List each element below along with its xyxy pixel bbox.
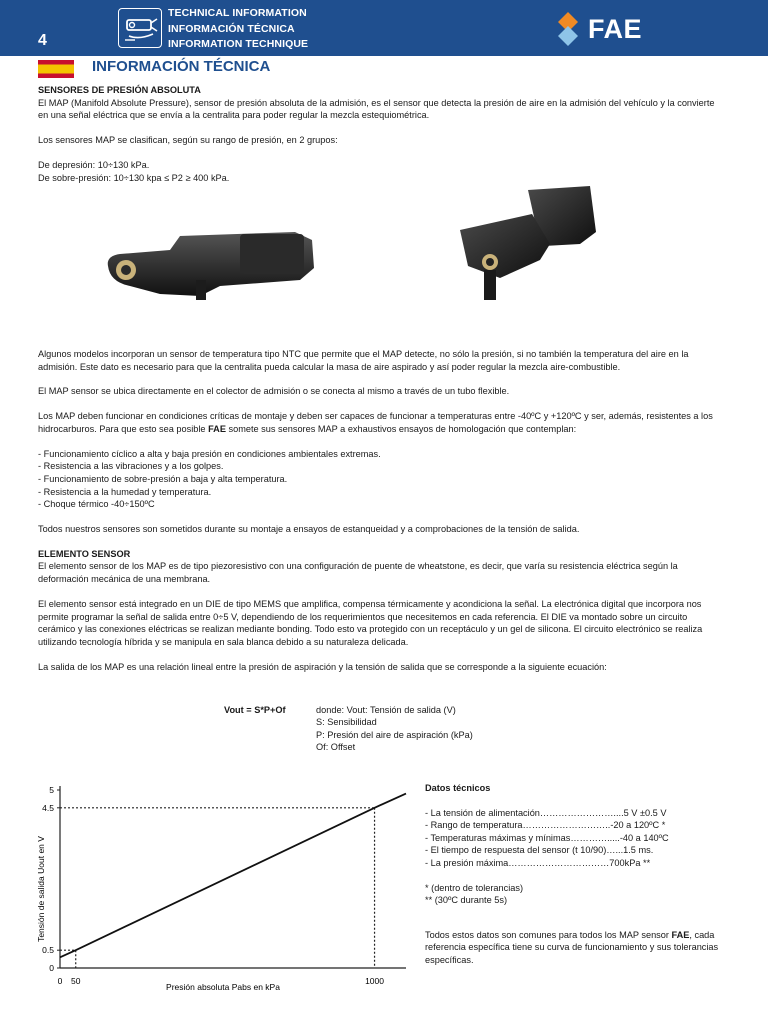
list-item: - Resistencia a la humedad y temperatura. <box>38 486 212 497</box>
equation-line: P: Presión del aire de aspiración (kPa) <box>316 729 473 740</box>
map-sensor-photo-left <box>100 228 320 310</box>
list-item: - Resistencia a las vibraciones y a los golpes. <box>38 461 224 472</box>
equation-line: Of: Offset <box>316 741 356 752</box>
header-title-en: TECHNICAL INFORMATION <box>168 7 307 19</box>
tech-data-row: - Rango de temperatura………………………..-20 a 120ºC * <box>425 820 666 831</box>
footer-text-a: Todos estos datos son comunes para todos los MAP sensor <box>425 929 672 940</box>
header-title-fr: INFORMATION TECHNIQUE <box>168 38 309 50</box>
map-sensor-photo-right <box>440 186 600 314</box>
equation-legend <box>316 704 473 753</box>
tech-data-note: ** (30ºC durante 5s) <box>425 895 508 906</box>
intro-paragraph: El MAP (Manifold Absolute Pressure), sensor de presión absoluta de la admisión, es el sensor que detecta la presión de aire en la admisión del vehículo y la convierte en una señal eléctrica que se envía a la centralita para poder regular la mezcla estequiométrica. <box>38 97 715 121</box>
tech-data-row: - La presión máxima……………………………700kPa ** <box>425 857 651 868</box>
subtitle-sensor-element: ELEMENTO SENSOR <box>38 548 131 559</box>
assembly-paragraph: Todos nuestros sensores son sometidos durante su montaje a ensayos de estanqueidad y a comprobaciones de la tensión de salida. <box>38 524 580 535</box>
x-axis-label: Presión absoluta Pabs en kPa <box>166 982 280 992</box>
page-number: 4 <box>38 32 47 49</box>
y-axis-label: Tensión de salida Uout en V <box>36 836 46 942</box>
details-block <box>38 348 724 673</box>
group-depression: De depresión: 10÷130 kPa. <box>38 159 150 170</box>
list-item: - Funcionamiento cíclico a alta y baja presión en condiciones ambientales extremas. <box>38 448 381 459</box>
conditions-paragraph <box>38 410 724 435</box>
intro-block <box>38 84 724 184</box>
classification-paragraph: Los sensores MAP se clasifican, según su rango de presión, en 2 grupos: <box>38 135 338 146</box>
y-tick-label: 4.5 <box>42 802 54 813</box>
output-voltage-chart <box>30 778 420 998</box>
tech-data-row: - El tiempo de respuesta del sensor (t 10/90)…...1.5 ms. <box>425 845 654 856</box>
header-bar <box>0 0 768 56</box>
y-tick-label: 0.5 <box>42 945 54 956</box>
series-line <box>60 794 406 958</box>
subtitle-map-sensors: SENSORES DE PRESIÓN ABSOLUTA <box>38 85 201 95</box>
y-tick-label: 0 <box>49 963 54 973</box>
equation-line: S: Sensibilidad <box>316 717 377 728</box>
equation-line: donde: Vout: Tensión de salida (V) <box>316 705 456 715</box>
tech-data-title: Datos técnicos <box>425 783 491 793</box>
x-tick-label: 0 <box>57 976 63 986</box>
sensor-diagram-icon <box>118 8 162 48</box>
tech-data-row: - Temperaturas máximas y mínimas………….....-40 a 140ºC <box>425 832 669 843</box>
spain-flag-icon <box>38 60 74 78</box>
location-paragraph: El MAP sensor se ubica directamente en el colector de admisión o se conecta al mismo a través de un tubo flexible. <box>38 386 510 397</box>
section-title: INFORMACIÓN TÉCNICA <box>92 58 271 75</box>
x-tick-label: 1000 <box>365 976 385 986</box>
linear-relation-paragraph: La salida de los MAP es una relación lineal entre la presión de aspiración y la tensión de salida que se corresponde a la siguiente ecuación: <box>38 661 607 672</box>
header-titles <box>168 6 308 53</box>
list-item: - Choque térmico -40÷150ºC <box>38 499 155 510</box>
list-item: - Funcionamiento de sobre-presión a baja y alta temperatura. <box>38 473 288 484</box>
header-title-es: INFORMACIÓN TÉCNICA <box>168 22 295 35</box>
equation-formula: Vout = S*P+Of <box>224 705 286 715</box>
tests-list <box>38 448 724 512</box>
conditions-brand: FAE <box>208 423 226 434</box>
footer-brand: FAE <box>671 929 690 940</box>
tech-data-footer <box>425 929 725 966</box>
tech-data-note: * (dentro de tolerancias) <box>425 882 524 893</box>
brand-logo <box>556 10 642 48</box>
piezo-paragraph: El elemento sensor de los MAP es de tipo piezoresistivo con una configuración de puente de wheatstone, es decir, que varía su resistencia eléctrica según la deformación mecánica de una membrana. <box>38 561 678 585</box>
brand-name: FAE <box>588 13 643 44</box>
conditions-text-a: Los MAP deben funcionar en condiciones críticas de montaje y deben ser capaces de funcionar a temperaturas entre -40ºC y +120ºC y ser, además, resistentes a los hidrocarburos. Para que esto sea posible <box>38 411 713 434</box>
tech-data-row: - La tensión de alimentación……………………....5 V ±0.5 V <box>425 807 667 818</box>
conditions-text-b: somete sus sensores MAP a exhaustivos ensayos de homologación que contemplan: <box>225 423 577 434</box>
footer-text-b: , cada referencia específica tiene su curva de funcionamiento y sus tolerancias específicas. <box>425 929 719 965</box>
group-overpressure: De sobre-presión: 10÷130 kpa ≤ P2 ≥ 400 kPa. <box>38 172 230 183</box>
ntc-paragraph: Algunos modelos incorporan un sensor de temperatura tipo NTC que permite que el MAP detecte, no sólo la presión, si no también la temperatura del aire en la admisión. Este dato es necesario para que la centralita pueda calcular la masa de aire aspirado y así poder regular la mezcla aire-combustible. <box>38 349 689 372</box>
fae-logo-icon <box>556 10 580 48</box>
mems-paragraph: El elemento sensor está integrado en un DIE de tipo MEMS que amplifica, compensa térmicamente y acondiciona la señal. La electrónica digital que incorpora nos permite programar la señal de salida entre 0÷5 V, dependiendo de los requerimientos que necesitemos en cada referencia. El DIE va montado sobre un circuito cerámico y las conexiones eléctricas se realizan mediante bonding. Todo esto va protegido con un receptáculo y un gel de silicona. El circuito electrónico se realiza utilizando tecnología híbrida y se manipula en sala blanca debido a su naturaleza delicada. <box>38 598 703 647</box>
tech-data-block <box>425 782 725 966</box>
x-tick-label: 50 <box>70 976 81 986</box>
y-tick-label: 5 <box>49 785 54 795</box>
